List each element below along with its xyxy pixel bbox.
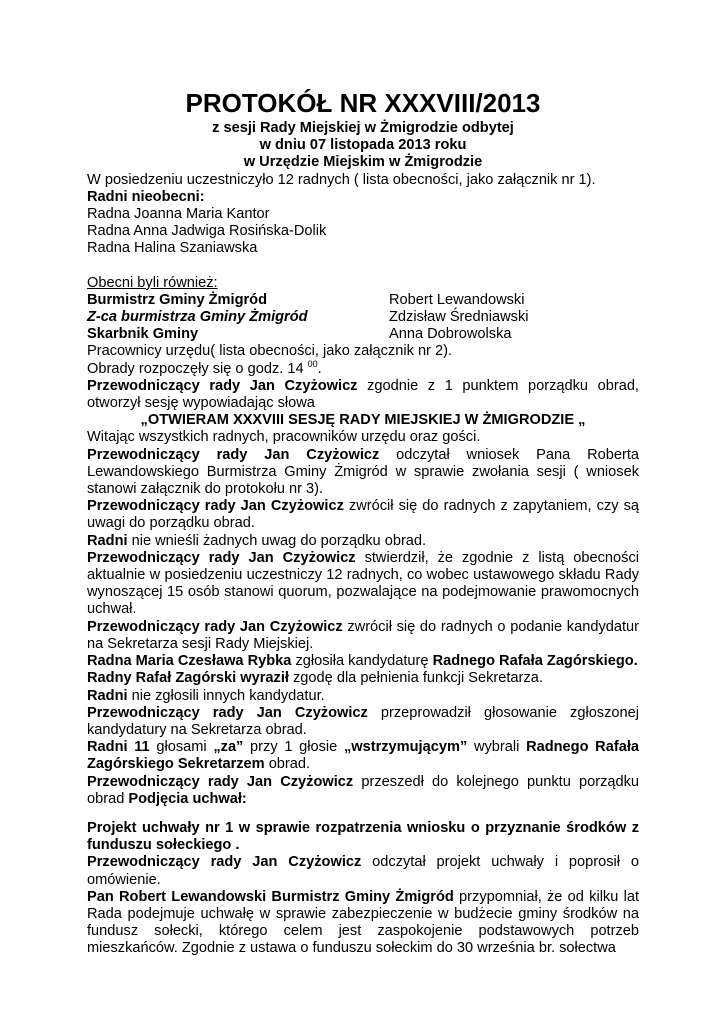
spacer — [87, 808, 639, 820]
paragraph-vote — [87, 705, 639, 739]
paragraph-text: nie wnieśli żadnych uwag do porządku obrad. — [127, 532, 427, 549]
official-name: Robert Lewandowski — [389, 291, 525, 308]
attendance-intro: W posiedzeniu uczestniczyło 12 radnych ( lista obecności, jako załącznik nr 1). — [87, 171, 596, 188]
paragraph-nomination — [87, 653, 639, 670]
official-row — [87, 326, 639, 343]
greeting: Witając wszystkich radnych, pracowników urzędu oraz gości. — [87, 429, 481, 446]
chair-name: Przewodniczący rady Jan Czyżowicz — [87, 704, 368, 721]
absent-heading: Radni nieobecni: — [87, 188, 205, 205]
paragraph-motion — [87, 447, 639, 499]
absent-member: Radna Halina Szaniawska — [87, 240, 258, 257]
paragraph-text: zwrócił się do radnych o podanie kandydatur na Sekretarza sesji Rady Miejskiej. — [87, 618, 639, 652]
chair-name: Przewodniczący rady Jan Czyżowicz — [87, 773, 354, 790]
paragraph-text: nie zgłosili innych kandydatur. — [127, 687, 325, 704]
opening-quote: „OTWIERAM XXXVIII SESJĘ RADY MIEJSKIEJ W ŻMIGRODZIE „ — [140, 412, 586, 429]
consent-subject: Radny Rafał Zagórski wyraził — [87, 670, 289, 687]
paragraph-text: przypomniał, że od kilku lat Rada podejmuje uchwałę w sprawie zabezpieczenie w budżecie gminy środków na fundusz sołecki, którego celem jest zaspokojenie podstawowych potrzeb mieszkańców. Zgodnie z ustawa o funduszu sołeckim do 30 września br. sołectwa — [87, 888, 640, 957]
chair-name: Przewodniczący rady Jan Czyżowicz — [87, 549, 356, 566]
paragraph-mayor — [87, 889, 639, 958]
start-time — [87, 358, 639, 378]
paragraph-vote-result — [87, 739, 639, 773]
paragraph-text: wybrali — [467, 739, 527, 756]
official-name: Anna Dobrowolska — [389, 326, 512, 343]
protocol-page — [87, 88, 639, 958]
paragraph-opening — [87, 378, 639, 412]
start-time-text: Obrady rozpoczęły się o godz. 14 — [87, 360, 304, 377]
official-row — [87, 309, 639, 326]
agenda-item: Podjęcia uchwał: — [128, 790, 247, 807]
subtitle-line-1: z sesji Rady Miejskiej w Żmigrodzie odbytej — [212, 120, 514, 136]
chair-name: Przewodniczący rady Jan Czyżowicz — [87, 446, 380, 463]
official-row — [87, 292, 639, 309]
vote-for: „za” — [213, 739, 244, 756]
mayor-name: Pan Robert Lewandowski Burmistrz Gminy Żmigród — [87, 888, 454, 905]
paragraph-project-read — [87, 854, 639, 888]
nominee-name: Radnego Rafała Zagórskiego. — [432, 653, 638, 670]
start-time-end: . — [317, 360, 322, 377]
paragraph-secretary-call — [87, 619, 639, 653]
staff-note: Pracownicy urzędu( lista obecności, jako załącznik nr 2). — [87, 343, 453, 360]
vote-abstain: „wstrzymującym” — [343, 739, 468, 756]
paragraph-text: stwierdził, że zgodnie z listą obecności aktualnie w posiedzeniu uczestniczy 12 radnych, co wobec ustawowego składu Rady wynoszącej 15 osób stanowi quorum, pozwalające na podejmowanie prawomocnych uchwał. — [87, 549, 639, 618]
vote-count: Radni 11 — [87, 739, 150, 756]
chair-name: Przewodniczący rady Jan Czyżowicz — [87, 618, 343, 635]
paragraph-text: przeszedł do kolejnego punktu porządku obrad — [87, 773, 640, 807]
also-present-heading: Obecni byli również: — [87, 274, 218, 291]
paragraph-next-item — [87, 774, 639, 808]
document-title: PROTOKÓŁ NR XXXVIII/2013 — [185, 88, 541, 118]
nominator-name: Radna Maria Czesława Rybka — [87, 653, 292, 670]
paragraph-no-other — [87, 688, 639, 705]
paragraph-consent — [87, 670, 639, 687]
spacer — [87, 258, 639, 275]
subtitle-line-2: w dniu 07 listopada 2013 roku — [259, 137, 467, 154]
paragraph-no-remarks — [87, 533, 639, 550]
paragraph-text: przy 1 głosie — [243, 739, 344, 756]
chair-name: Przewodniczący rady Jan Czyżowicz — [87, 377, 358, 394]
start-time-minutes: 00 — [307, 358, 318, 369]
project-heading: Projekt uchwały nr 1 w sprawie rozpatrzenia wniosku o przyznanie środków z funduszu sołeckiego . — [87, 819, 639, 854]
absent-member: Radna Joanna Maria Kantor — [87, 206, 270, 223]
paragraph-text: obrad. — [264, 756, 311, 773]
paragraph-text: zgodnie z 1 punktem porządku obrad, otworzył sesję wypowiadając słowa — [87, 377, 639, 412]
chair-name: Przewodniczący rady Jan Czyżowicz — [87, 854, 362, 871]
councillors-label: Radni — [87, 532, 128, 549]
chair-name: Przewodniczący rady Jan Czyżowicz — [87, 498, 344, 515]
official-role: Burmistrz Gminy Żmigród — [87, 291, 268, 308]
paragraph-agenda-question — [87, 498, 639, 532]
absent-member: Radna Anna Jadwiga Rosińska-Dolik — [87, 223, 327, 240]
paragraph-quorum — [87, 550, 639, 619]
paragraph-text: zwrócił się do radnych z zapytaniem, czy są uwagi do porządku obrad. — [87, 498, 640, 532]
official-name: Zdzisław Średniawski — [389, 309, 529, 326]
paragraph-text: odczytał wniosek Pana Roberta Lewandowskiego Burmistrza Gminy Żmigród w sprawie zwołania sesji ( wniosek stanowi załącznik do protokołu nr 3). — [87, 446, 640, 498]
paragraph-text: przeprowadził głosowanie zgłoszonej kandydatury na Sekretarza obrad. — [87, 704, 639, 738]
subtitle-line-3: w Urzędzie Miejskim w Żmigrodzie — [243, 154, 483, 171]
official-role: Z-ca burmistrza Gminy Żmigród — [87, 309, 308, 326]
official-role: Skarbnik Gminy — [87, 326, 199, 343]
paragraph-text: odczytał projekt uchwały i poprosił o omówienie. — [87, 854, 640, 888]
paragraph-text: głosami — [149, 739, 214, 756]
councillors-label: Radni — [87, 687, 128, 704]
elected-secretary: Radnego Rafała Zagórskiego Sekretarzem — [87, 739, 639, 773]
paragraph-text: zgłosiła kandydaturę — [291, 653, 433, 670]
paragraph-text: zgodę dla pełnienia funkcji Sekretarza. — [288, 670, 543, 687]
